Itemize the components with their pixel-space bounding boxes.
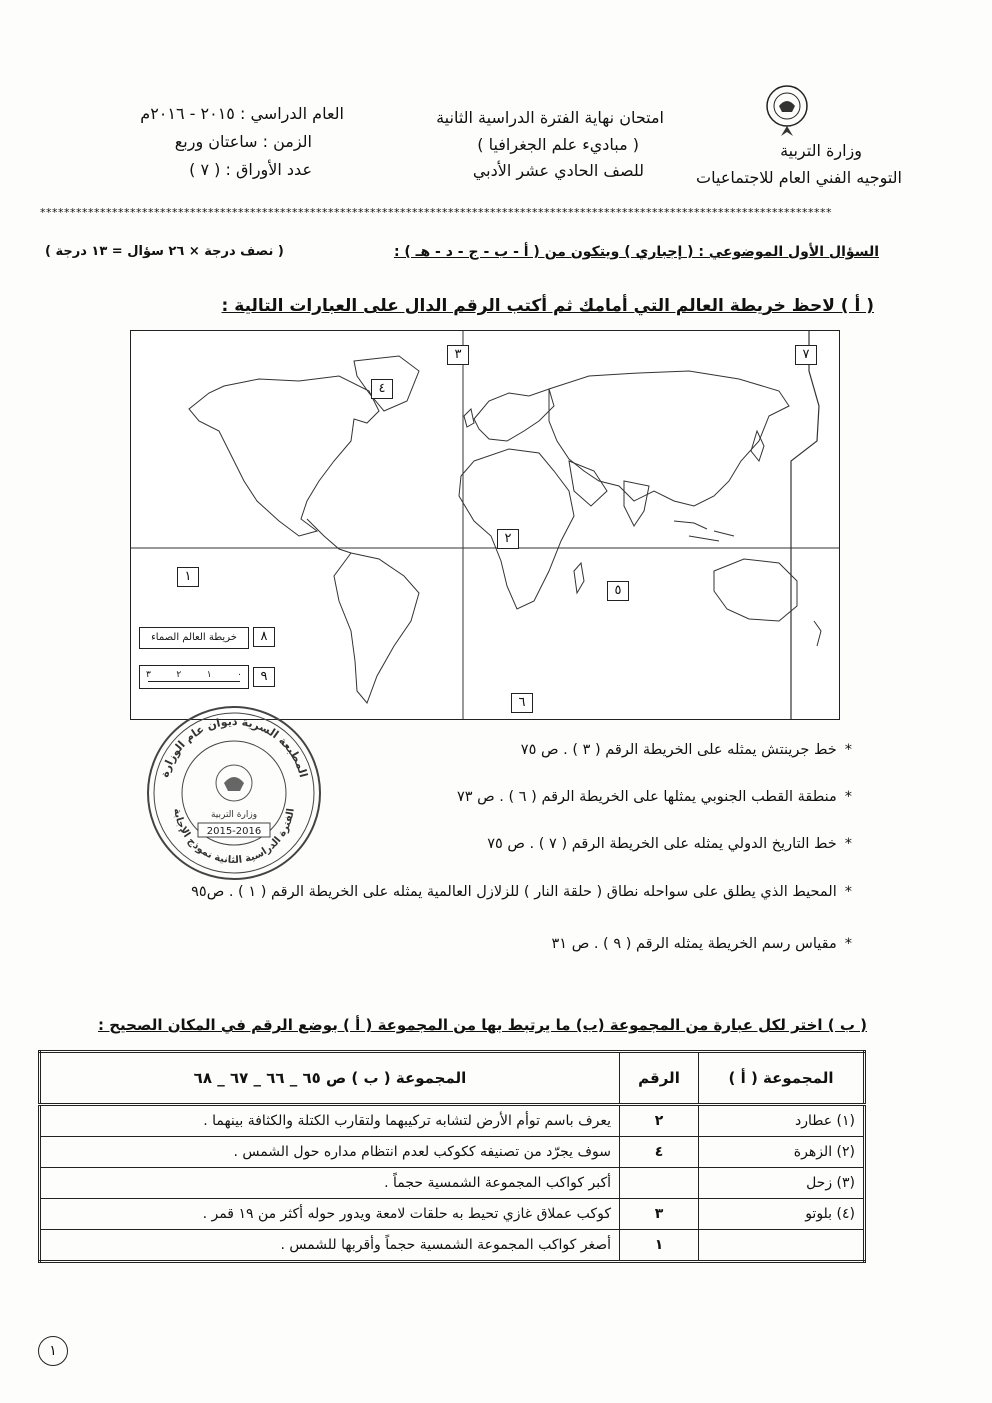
answer-number-cell[interactable] <box>620 1168 699 1199</box>
bullet-star: * <box>844 884 852 900</box>
statement-3 <box>487 836 852 852</box>
bullet-star: * <box>844 936 852 952</box>
header-group-b: المجموعة ( ب ) ص ٦٥ _ ٦٦ _ ٦٧ _ ٦٨ <box>40 1052 620 1105</box>
department-name: التوجيه الفني العام للاجتماعيات <box>696 168 902 187</box>
group-b-cell: أصغر كواكب المجموعة الشمسية حجماً وأقربها للشمس . <box>40 1230 620 1262</box>
world-map-drawing <box>130 331 839 720</box>
map-label-3: ٣ <box>447 345 469 365</box>
ministry-emblem <box>762 82 812 138</box>
stamp-inner-text: الفترة الدراسية الثانية نموذج الإجابة <box>171 807 297 867</box>
statement-5 <box>552 936 852 952</box>
map-label-1: ١ <box>177 567 199 587</box>
statement-1 <box>521 742 852 758</box>
map-label-6: ٦ <box>511 693 533 713</box>
header-number: الرقم <box>620 1052 699 1105</box>
scale-tick-label: ٣ <box>146 670 151 680</box>
group-b-cell: أكبر كواكب المجموعة الشمسية حجماً . <box>40 1168 620 1199</box>
map-label-2: ٢ <box>497 529 519 549</box>
world-map <box>130 330 840 720</box>
separator-line: ************************************************************************************************************************************ <box>40 206 832 219</box>
map-label-8: ٨ <box>253 627 275 647</box>
question1-grades: ( نصف درجة × ٢٦ سؤال = ١٣ درجة ) <box>45 244 284 259</box>
group-a-cell: (٣) زحل <box>699 1168 865 1199</box>
bullet-star: * <box>844 836 852 852</box>
group-a-cell: (٢) الزهرة <box>699 1137 865 1168</box>
exam-stamp <box>144 703 324 883</box>
group-b-cell: كوكب عملاق غازي تحيط به حلقات لامعة ويدور حوله أكثر من ١٩ قمر . <box>40 1199 620 1230</box>
bullet-star: * <box>844 742 852 758</box>
table-header-row <box>40 1052 865 1105</box>
answer-number-cell[interactable]: ٣ <box>620 1199 699 1230</box>
question1-title: السؤال الأول الموضوعي : ( إجباري ) ويتكون من ( أ - ب - ج - د - هـ ) : <box>393 244 879 260</box>
bullet-star: * <box>844 789 852 805</box>
map-label-5: ٥ <box>607 581 629 601</box>
table-row <box>40 1105 865 1137</box>
exam-subject: ( مباديء علم الجغرافيا ) <box>477 135 639 154</box>
part-b-title: ( ب ) اختر لكل عبارة من المجموعة (ب) ما يرتبط بها من المجموعة ( أ ) بوضع الرقم في المكان الصحيح : <box>97 1016 867 1034</box>
answer-number-cell[interactable]: ٢ <box>620 1105 699 1137</box>
statement-text: المحيط الذي يطلق على سواحله نطاق ( حلقة النار ) للزلازل العالمية يمثله على الخريطة الرقم ( ١ ) . ص٩٥ <box>191 884 837 900</box>
map-label-7: ٧ <box>795 345 817 365</box>
table-row <box>40 1168 865 1199</box>
statement-2 <box>457 789 852 805</box>
table-row <box>40 1230 865 1262</box>
statement-text: خط جرينتش يمثله على الخريطة الرقم ( ٣ ) . ص ٧٥ <box>520 742 837 758</box>
page-count: عدد الأوراق : ( ٧ ) <box>189 160 312 179</box>
table-row <box>40 1199 865 1230</box>
group-a-cell: (٤) بلوتو <box>699 1199 865 1230</box>
statement-text: منطقة القطب الجنوبي يمثلها على الخريطة الرقم ( ٦ ) . ص ٧٣ <box>456 789 837 805</box>
map-label-9: ٩ <box>253 667 275 687</box>
answer-number-cell[interactable]: ٤ <box>620 1137 699 1168</box>
exam-duration: الزمن : ساعتان وربع <box>174 132 312 151</box>
academic-year: العام الدراسي : ٢٠١٥ - ٢٠١٦م <box>140 104 344 123</box>
stamp-year: 2015-2016 <box>206 826 262 837</box>
group-a-cell: (١) عطارد <box>699 1105 865 1137</box>
answer-number-cell[interactable]: ١ <box>620 1230 699 1262</box>
page-number: ١ <box>38 1336 68 1366</box>
part-a-title: ( أ ) لاحظ خريطة العالم التي أمامك ثم أكتب الرقم الدال على العبارات التالية : <box>221 296 874 316</box>
map-scale-bar <box>139 665 249 689</box>
exam-title: امتحان نهاية الفترة الدراسية الثانية <box>436 108 664 127</box>
group-b-cell: يعرف باسم توأم الأرض لتشابه تركيبهما ولتقارب الكتلة والكثافة بينهما . <box>40 1105 620 1137</box>
group-a-cell <box>699 1230 865 1262</box>
statement-4 <box>191 884 852 900</box>
ministry-name: وزارة التربية <box>780 141 862 160</box>
stamp-ministry: وزارة التربية <box>210 810 258 820</box>
matching-table <box>38 1050 866 1263</box>
map-legend-title: خريطة العالم الصماء <box>139 627 249 649</box>
scale-tick-label: ٢ <box>176 670 182 680</box>
group-b-cell: سوف يجرّد من تصنيفه ككوكب لعدم انتظام مداره حول الشمس . <box>40 1137 620 1168</box>
scale-tick-label: ٠ <box>237 670 242 680</box>
exam-grade: للصف الحادي عشر الأدبي <box>472 161 644 180</box>
map-label-4: ٤ <box>371 379 393 399</box>
statement-text: خط التاريخ الدولي يمثله على الخريطة الرقم ( ٧ ) . ص ٧٥ <box>487 836 837 852</box>
table-row <box>40 1137 865 1168</box>
stamp-outer-text: المطبعة السرية ديوان عام الوزارة <box>157 714 311 779</box>
statement-text: مقياس رسم الخريطة يمثله الرقم ( ٩ ) . ص ٣١ <box>551 936 837 952</box>
scale-tick-label: ١ <box>206 670 212 680</box>
header-group-a: المجموعة ( أ ) <box>699 1052 865 1105</box>
